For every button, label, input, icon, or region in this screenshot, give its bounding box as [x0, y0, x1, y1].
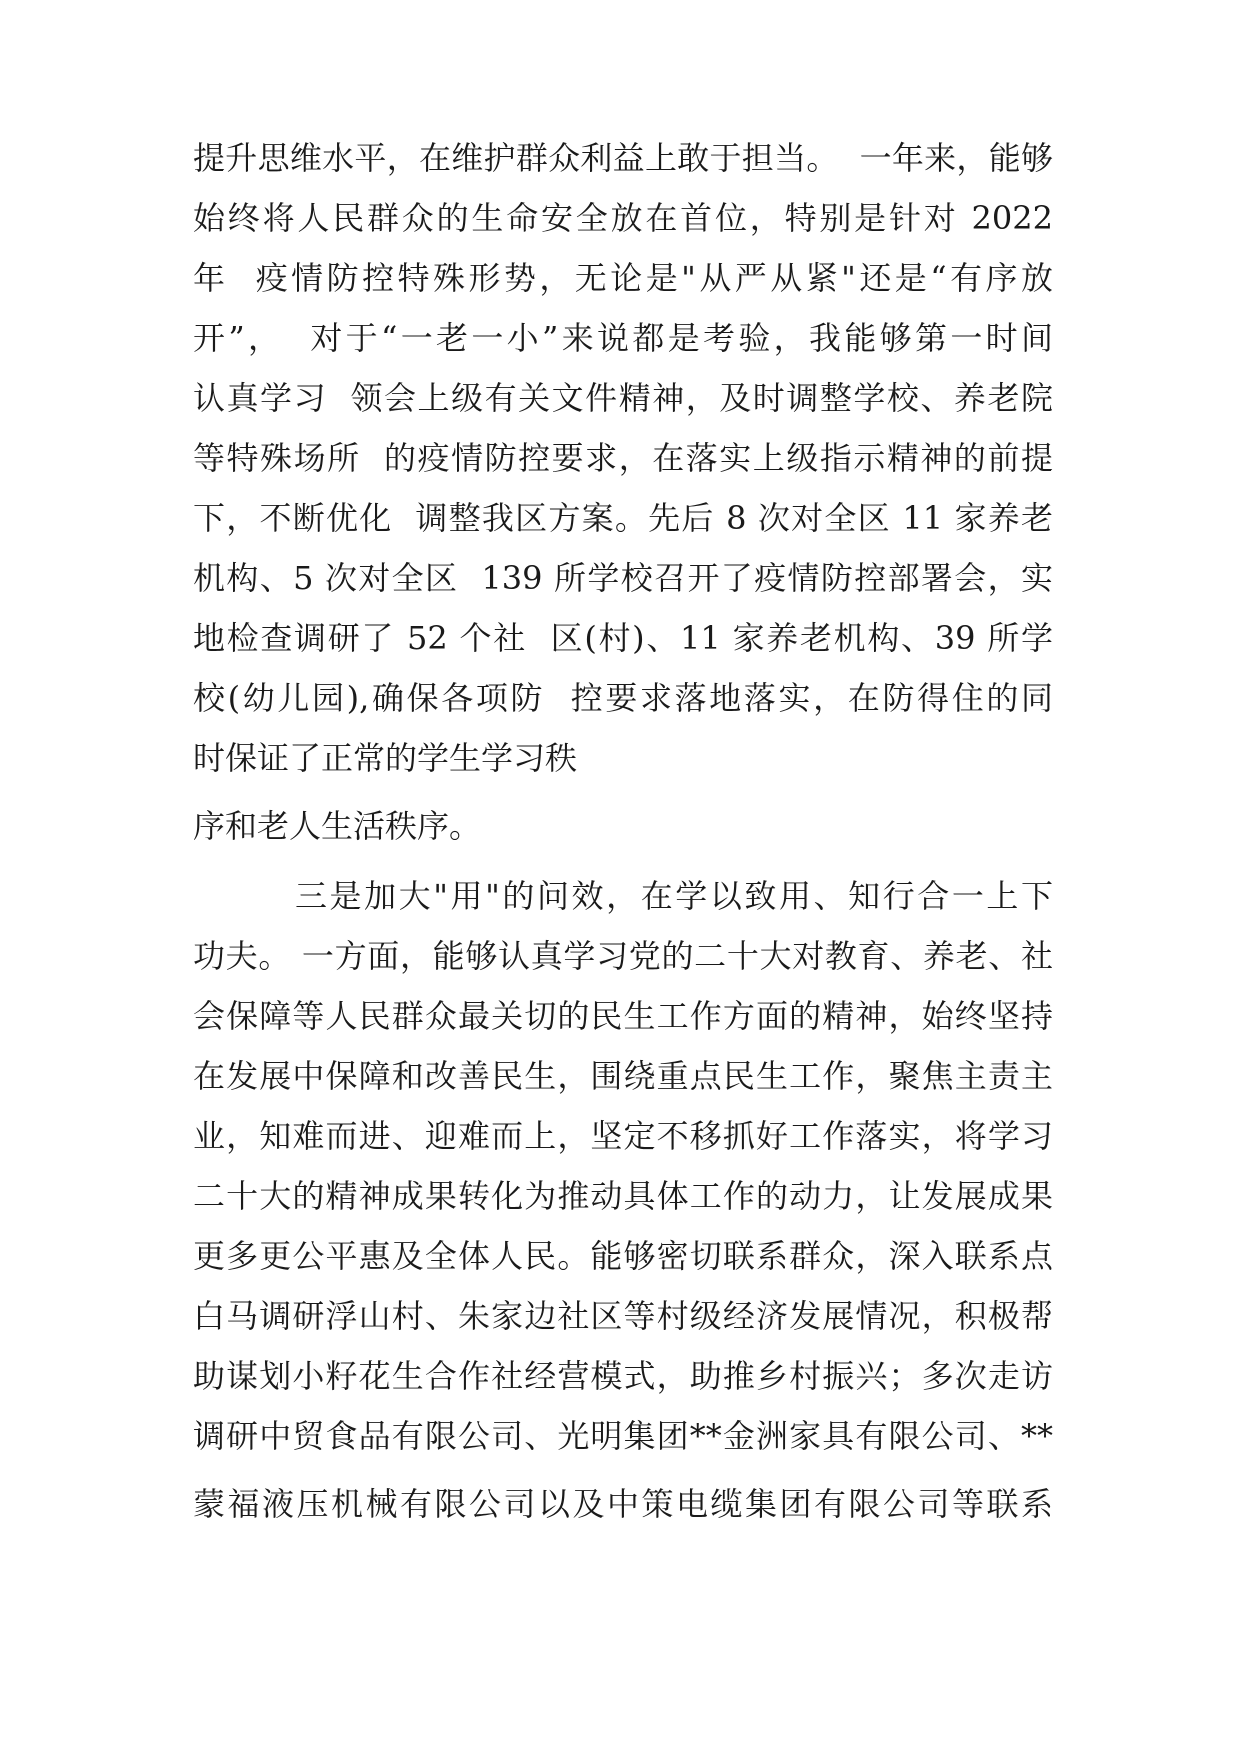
- text-line: 等特殊场所 的疫情防控要求，在落实上级指示精神的前提: [193, 439, 1053, 477]
- text-line: 白马调研浮山村、朱家边社区等村级经济发展情况，积极帮: [193, 1297, 1053, 1335]
- text-line: 提升思维水平，在维护群众利益上敢于担当。 一年来，能够: [193, 139, 1053, 177]
- text-line: 认真学习 领会上级有关文件精神，及时调整学校、养老院: [193, 379, 1053, 417]
- text-line: 年 疫情防控特殊形势，无论是"从严从紧"还是“有序放: [193, 259, 1053, 297]
- text-line: 时保证了正常的学生学习秩: [193, 739, 578, 777]
- text-line: 始终将人民群众的生命安全放在首位，特别是针对 2022: [193, 199, 1053, 237]
- text-line: 调研中贸食品有限公司、光明集团**金洲家具有限公司、**: [193, 1417, 1053, 1455]
- text-line: 助谋划小籽花生合作社经营模式，助推乡村振兴；多次走访: [193, 1357, 1053, 1395]
- text-line: 功夫。 一方面，能够认真学习党的二十大对教育、养老、社: [193, 937, 1053, 975]
- text-line: 在发展中保障和改善民生，围绕重点民生工作，聚焦主责主: [193, 1057, 1053, 1095]
- text-line: 序和老人生活秩序。: [193, 807, 482, 845]
- text-line: 业，知难而进、迎难而上，坚定不移抓好工作落实，将学习: [193, 1117, 1053, 1155]
- text-line: 机构、5 次对全区 139 所学校召开了疫情防控部署会，实: [193, 559, 1053, 597]
- text-line: 开”， 对于“一老一小”来说都是考验，我能够第一时间: [193, 319, 1053, 357]
- text-line: 三是加大"用"的问效，在学以致用、知行合一上下: [193, 877, 1053, 915]
- text-line: 二十大的精神成果转化为推动具体工作的动力，让发展成果: [193, 1177, 1053, 1215]
- text-line: 更多更公平惠及全体人民。能够密切联系群众，深入联系点: [193, 1237, 1053, 1275]
- text-line: 地检查调研了 52 个社 区(村)、11 家养老机构、39 所学: [193, 619, 1053, 657]
- text-line: 校(幼儿园),确保各项防 控要求落地落实，在防得住的同: [193, 679, 1053, 717]
- text-line: 蒙福液压机械有限公司以及中策电缆集团有限公司等联系: [193, 1485, 1053, 1523]
- text-line: 会保障等人民群众最关切的民生工作方面的精神，始终坚持: [193, 997, 1053, 1035]
- text-line: 下，不断优化 调整我区方案。先后 8 次对全区 11 家养老: [193, 499, 1053, 537]
